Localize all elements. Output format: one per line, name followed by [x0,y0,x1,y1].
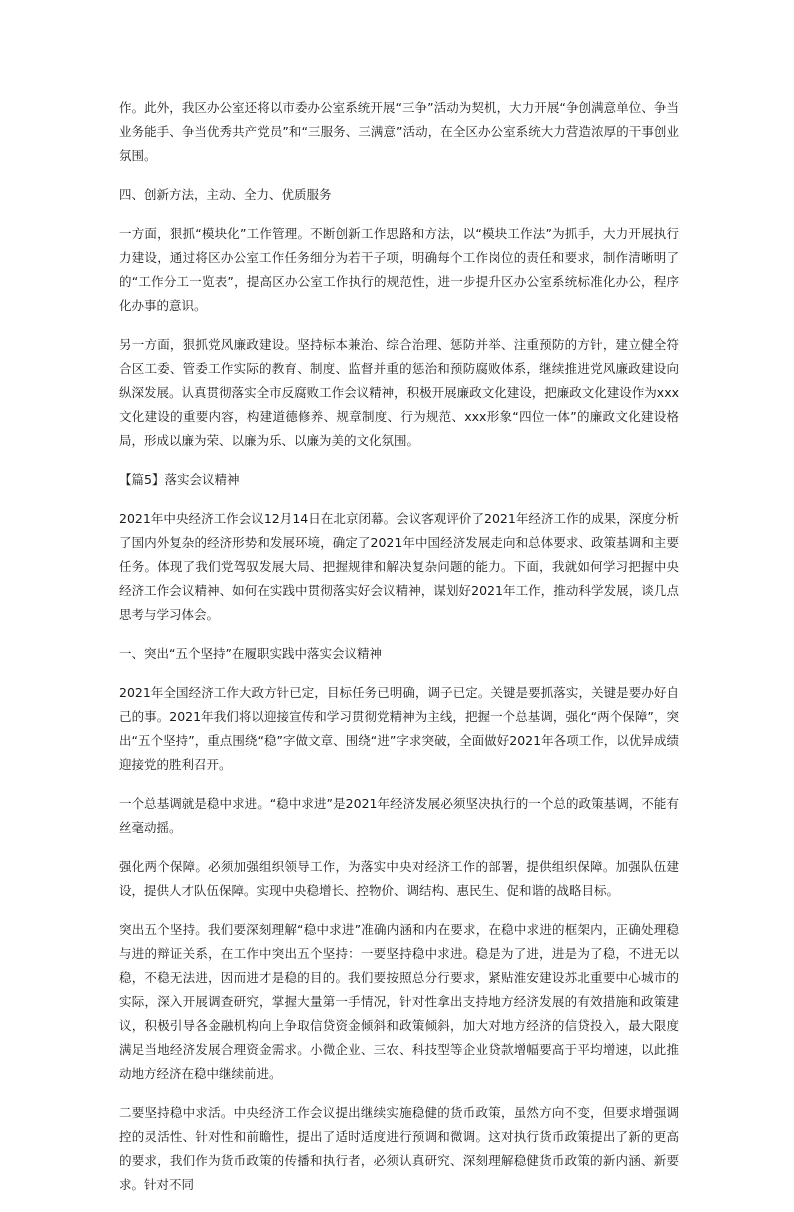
paragraph-1: 作。此外，我区办公室还将以市委办公室系统开展“三争”活动为契机，大力开展“争创满意单位、争当业务能手、争当优秀共产党员”和“三服务、三满意”活动，在全区办公室系统大力营造浓厚的干事创业氛围。 [119,100,679,163]
paragraph-4: 2021年中央经济工作会议12月14日在北京闭幕。会议客观评价了2021年经济工作的成果，深度分析了国内外复杂的经济形势和发展环境，确定了2021年中国经济发展走向和总体要求、政策基调和主要任务。体现了我们党驾驭发展大局、把握规律和解决复杂问题的能力。下面，我就如何学习把握中央经济工作会议精神、如何在实践中贯彻落实好会议精神，谋划好2021年工作，推动科学发展，谈几点思考与学习体会。 [119,511,679,622]
paragraph-3: 另一方面，狠抓党风廉政建设。坚持标本兼治、综合治理、惩防并举、注重预防的方针，建立健全符合区工委、管委工作实际的教育、制度、监督并重的惩治和预防腐败体系，继续推进党风廉政建设向纵深发展。认真贯彻落实全市反腐败工作会议精神，积极开展廉政文化建设，把廉政文化建设作为xxx文化建设的重要内容，构建道德修养、规章制度、行为规范、xxx形象“四位一体”的廉政文化建设格局，形成以廉为荣、以廉为乐、以廉为美的文化氛围。 [119,337,679,448]
paragraph-5: 2021年全国经济工作大政方针已定，目标任务已明确，调子已定。关键是要抓落实，关键是要办好自己的事。2021年我们将以迎接宣传和学习贯彻党精神为主线，把握一个总基调，强化“两个保障”，突出“五个坚持”，重点围绕“稳”字做文章、围绕“进”字求突破，全面做好2021年各项工作，以优异成绩迎接党的胜利召开。 [119,685,679,772]
paragraph-6: 一个总基调就是稳中求进。“稳中求进”是2021年经济发展必须坚决执行的一个总的政策基调，不能有丝毫动摇。 [119,796,679,835]
paragraph-9: 二要坚持稳中求活。中央经济工作会议提出继续实施稳健的货币政策，虽然方向不变，但要求增强调控的灵活性、针对性和前瞻性，提出了适时适度进行预调和微调。这对执行货币政策提出了新的更高的要求，我们作为货币政策的传播和执行者，必须认真研究、深刻理解稳健货币政策的新内涵、新要求。针对不同 [119,1105,679,1192]
paragraph-2: 一方面，狠抓“模块化”工作管理。不断创新工作思路和方法，以“模块工作法”为抓手，大力开展执行力建设，通过将区办公室工作任务细分为若干子项，明确每个工作岗位的责任和要求，制作清晰明了的“工作分工一览表”，提高区办公室工作执行的规范性，进一步提升区办公室系统标准化办公，程序化办事的意识。 [119,226,679,313]
paragraph-8: 突出五个坚持。我们要深刻理解“稳中求进”准确内涵和内在要求，在稳中求进的框架内，正确处理稳与进的辩证关系，在工作中突出五个坚持：一要坚持稳中求进。稳是为了进，进是为了稳，不进无以稳，不稳无法进，因而进才是稳的目的。我们要按照总分行要求，紧贴淮安建设苏北重要中心城市的实际，深入开展调查研究，掌握大量第一手情况，针对性拿出支持地方经济发展的有效措施和政策建议，积极引导各金融机构向上争取信贷资金倾斜和政策倾斜，加大对地方经济的信贷投入，最大限度满足当地经济发展合理资金需求。小微企业、三农、科技型等企业贷款增幅要高于平均增速，以此推动地方经济在稳中继续前进。 [119,922,679,1081]
section-heading-1: 一、突出“五个坚持”在履职实践中落实会议精神 [119,646,382,661]
paragraph-7: 强化两个保障。必须加强组织领导工作，为落实中央对经济工作的部署，提供组织保障。加强队伍建设，提供人才队伍保障。实现中央稳增长、控物价、调结构、惠民生、促和谐的战略目标。 [119,859,679,898]
article-heading-5: 【篇5】落实会议精神 [119,472,240,487]
document-body [119,96,679,1212]
section-heading-4: 四、创新方法，主动、全力、优质服务 [119,187,332,202]
